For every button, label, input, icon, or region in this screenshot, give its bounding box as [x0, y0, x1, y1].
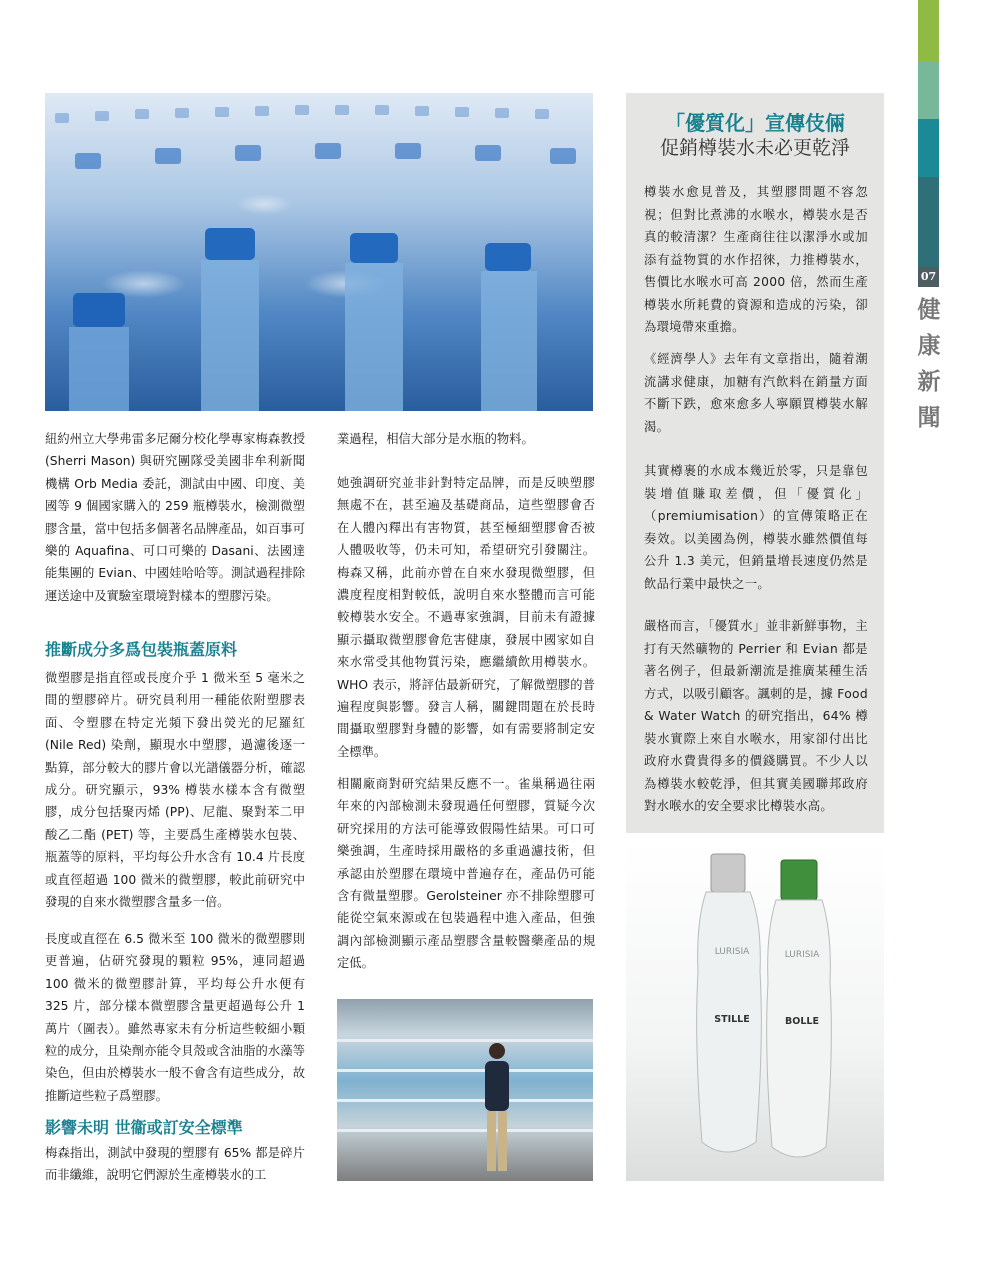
- bottle-label-bolle: BOLLE: [785, 1016, 819, 1027]
- section-tab-dark-teal: [918, 177, 939, 267]
- section-tab-green: [918, 0, 939, 62]
- section-tab-teal: [918, 119, 939, 177]
- sidebar-subtitle: 促銷樽裝水未必更乾淨: [659, 137, 850, 159]
- bottle-brand-left: LURISIA: [714, 947, 750, 957]
- sidebar-panel: [626, 93, 884, 833]
- sidebar-paragraph: 《經濟學人》去年有文章指出，隨着潮流講求健康，加糖有汽飲料在銷量方面不斷下跌，愈來愈多人寧願買樽裝水解渴。: [644, 352, 868, 434]
- lurisia-bottles-photo: [626, 842, 884, 1181]
- article-paragraph: 紐約州立大學弗雷多尼爾分校化學專家梅森教授 (Sherri Mason) 與研究團隊受美國非牟利新聞機構 Orb Media 委託，測試由中國、印度、美國等 9 個國家購入的 259 瓶樽裝水，檢測微塑膠含量，當中包括多個著名品牌產品，如百事可樂的 Aquafina、可口可樂的 Dasani、法國達能集團的 Evian、中國娃哈哈等。測試過程排除運送途中及實驗室環境對樣本的塑膠污染。: [45, 432, 305, 603]
- bottle-brand-right: LURISIA: [784, 950, 820, 960]
- article-paragraph: 相關廠商對研究結果反應不一。雀巢稱過往兩年來的內部檢測未發現過任何塑膠，質疑今次研究採用的方法可能導致假陽性結果。可口可樂強調，生產時採用嚴格的多重過濾技術，但承認由於塑膠在環境中普遍存在，產品仍可能含有微量塑膠。Gerolsteiner 亦不排除塑膠可能從空氣來源或在包裝過程中進入產品，但強調內部檢測顯示產品塑膠含量較醫藥產品的規定低。: [337, 777, 595, 971]
- bottles-photo: [45, 93, 593, 411]
- sidebar-paragraph: 樽裝水愈見普及，其塑膠問題不容忽視；但對比煮沸的水喉水，樽裝水是否真的較清潔？生產商往往以潔淨水或加添有益物質的水作招徠，力推樽裝水，售價比水喉水可高 2000 倍，然而生產樽裝水所耗費的資源和造成的污染，卻為環境帶來重擔。: [644, 185, 868, 334]
- article-paragraph: 她強調研究並非針對特定品牌，而是反映塑膠無處不在，甚至遍及基礎商品，這些塑膠會否在人體內釋出有害物質，甚至極細塑膠會否被人體吸收等，仍未可知，希望研究引發關注。梅森又稱，此前亦曾在自來水發現微塑膠，但濃度程度相對較低，說明自來水整體而言可能較樽裝水安全。不過專家強調，目前未有證據顯示攝取微塑膠會危害健康，發展中國家如自來水常受其他物質污染，應繼續飲用樽裝水。WHO 表示，將評估最新研究，了解微塑膠的普遍程度與影響。發言人稱，關鍵問題在於長時間攝取塑膠對身體的影響，如有需要將制定安全標準。: [337, 476, 595, 759]
- article-paragraph: 微塑膠是指直徑或長度介乎 1 微米至 5 毫米之間的塑膠碎片。研究員利用一種能依附塑膠表面、令塑膠在特定光頻下發出熒光的尼羅紅 (Nile Red) 染劑，顯現水中塑膠，過濾後逐一點算，部分較大的膠片會以光譜儀器分析，確認成分。研究顯示，93% 樽裝水樣本含有微塑膠，成分包括聚丙烯 (PP)、尼龍、聚對苯二甲酸乙二酯 (PET) 等，主要爲生產樽裝水包裝、瓶蓋等的原料，平均每公升水含有 10.4 片長度或直徑超過 100 微米的微塑膠，較此前研究中發現的自來水微塑膠含量多一倍。: [45, 671, 305, 910]
- article-paragraph: 業過程，相信大部分是水瓶的物料。: [337, 432, 534, 446]
- sidebar-title: 「優質化」宣傳伎倆: [665, 111, 845, 135]
- page-number: 07: [918, 267, 939, 287]
- section-heading: 影響未明 世衞或訂安全標準: [45, 1118, 243, 1137]
- section-heading: 推斷成分多爲包裝瓶蓋原料: [45, 640, 238, 659]
- article-paragraph: 長度或直徑在 6.5 微米至 100 微米的微塑膠則更普遍，佔研究發現的顆粒 95%，連同超過 100 微米的微塑膠計算，平均每公升水便有 325 片，部分樣本微塑膠含量更超過每公升 1 萬片（圖表）。雖然專家未有分析這些較細小顆粒的成分，且染劑亦能令貝殼或含油脂的水藻等染色，但由於樽裝水一般不會含有這些成分，故推斷這些粒子爲塑膠。: [45, 932, 305, 1103]
- article-paragraph: 梅森指出，測試中發現的塑膠有 65% 都是碎片而非纖維，說明它們源於生產樽裝水的工: [45, 1146, 305, 1183]
- section-vertical-title: 健康新聞: [917, 296, 941, 431]
- sidebar-paragraph: 嚴格而言，「優質水」並非新鮮事物，主打有天然礦物的 Perrier 和 Evian 都是著名例子，但最新潮流是推廣某種生活方式，以吸引顧客。諷刺的是，據 Food & Water Watch 的研究指出，64% 樽裝水實際上來自水喉水，用家卻付出比政府水費貴得多的價錢購買。不少人以為樽裝水較乾淨，但其實美國聯邦政府對水喉水的安全要求比樽裝水高。: [644, 619, 868, 813]
- bottle-label-stille: STILLE: [714, 1014, 750, 1025]
- supermarket-photo: [337, 999, 593, 1181]
- shopper-figure: [469, 1041, 521, 1181]
- section-tab-mint: [918, 62, 939, 119]
- sidebar-paragraph: 其實樽裹的水成本幾近於零，只是靠包裝增值賺取差價，但「優質化」（premiumisation）的宣傳策略正在奏效。以美國為例，樽裝水雖然價值每公升 1.3 美元，但銷量增長速度仍然是飲品行業中最快之一。: [644, 464, 868, 591]
